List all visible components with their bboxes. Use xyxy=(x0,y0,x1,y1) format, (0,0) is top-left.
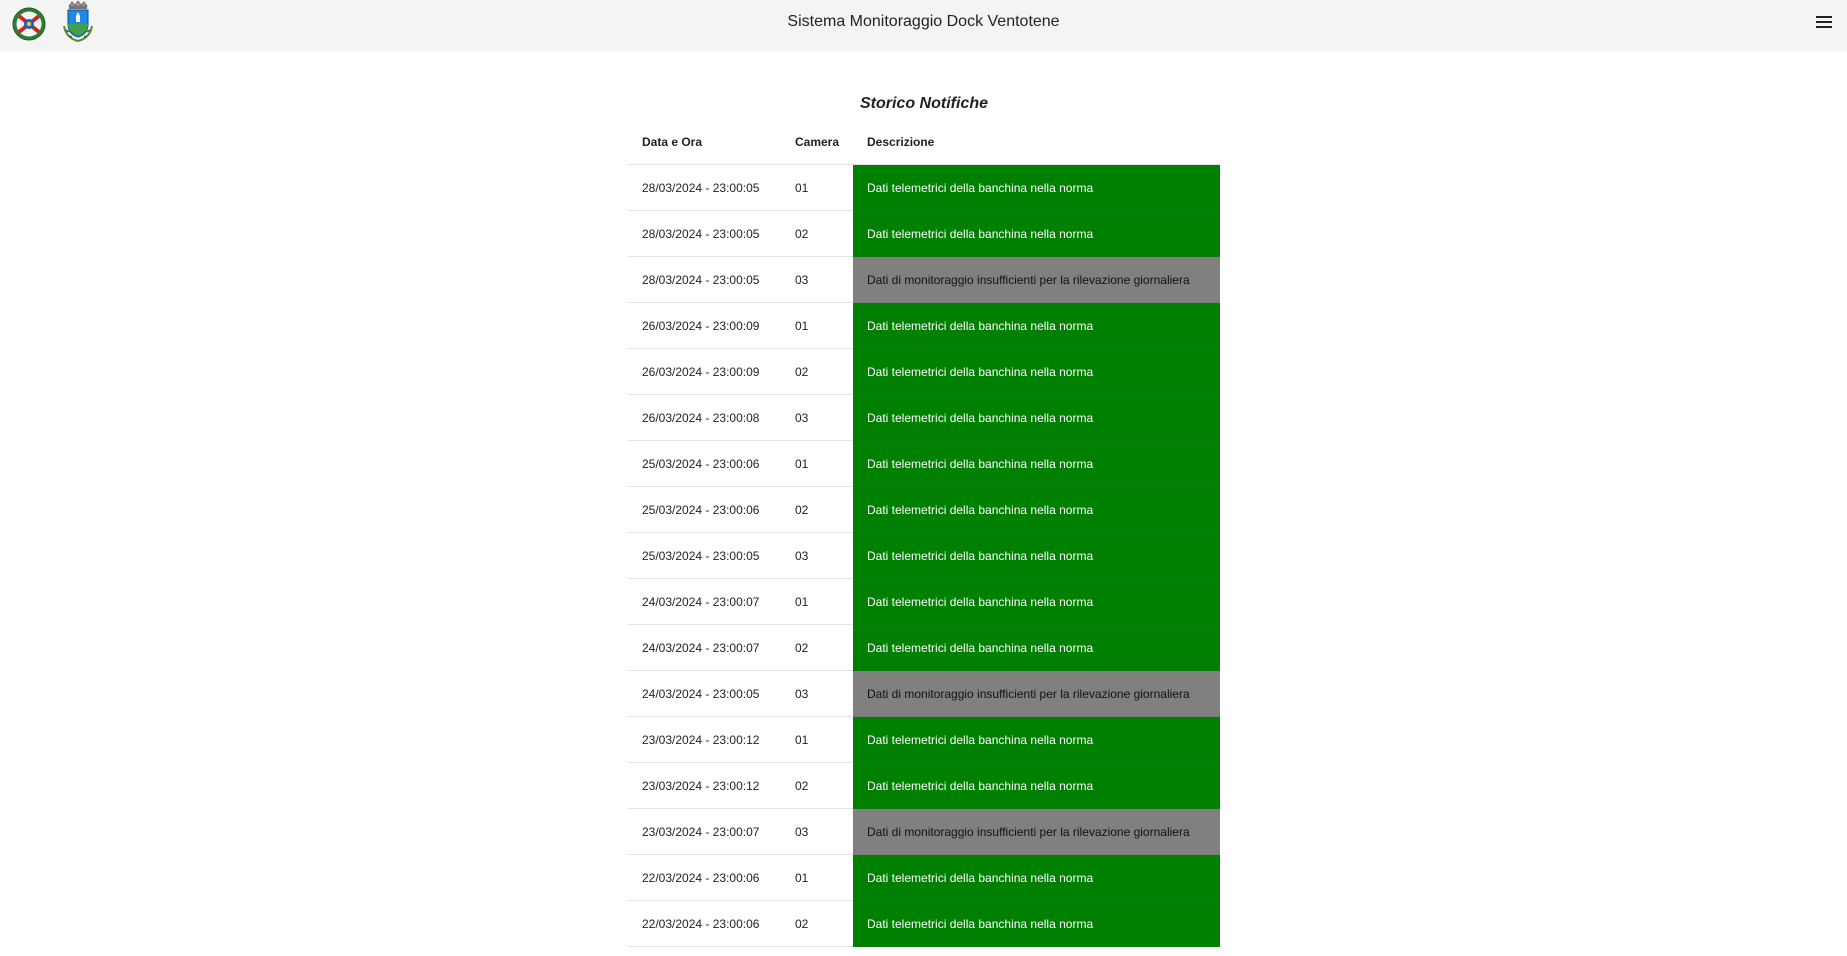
row-camera: 03 xyxy=(781,809,853,855)
row-camera: 01 xyxy=(781,165,853,211)
table-row[interactable] xyxy=(628,349,1220,395)
row-camera: 01 xyxy=(781,441,853,487)
row-datetime: 22/03/2024 - 23:00:06 xyxy=(628,855,781,901)
row-datetime: 24/03/2024 - 23:00:07 xyxy=(628,579,781,625)
table-row[interactable] xyxy=(628,303,1220,349)
row-camera: 02 xyxy=(781,625,853,671)
row-datetime: 23/03/2024 - 23:00:12 xyxy=(628,717,781,763)
row-datetime: 28/03/2024 - 23:00:05 xyxy=(628,211,781,257)
row-datetime: 23/03/2024 - 23:00:12 xyxy=(628,763,781,809)
row-datetime: 28/03/2024 - 23:00:05 xyxy=(628,165,781,211)
table-row[interactable] xyxy=(628,257,1220,303)
row-datetime: 23/03/2024 - 23:00:07 xyxy=(628,809,781,855)
row-datetime: 25/03/2024 - 23:00:05 xyxy=(628,533,781,579)
row-datetime: 25/03/2024 - 23:00:06 xyxy=(628,487,781,533)
table-row[interactable] xyxy=(628,625,1220,671)
status-ok-description: Dati telemetrici della banchina nella norma xyxy=(853,441,1220,487)
table-row[interactable] xyxy=(628,763,1220,809)
table-body xyxy=(628,165,1220,947)
row-camera: 01 xyxy=(781,579,853,625)
status-ok-description: Dati telemetrici della banchina nella norma xyxy=(853,165,1220,211)
status-ok-description: Dati telemetrici della banchina nella norma xyxy=(853,901,1220,947)
row-camera: 03 xyxy=(781,671,853,717)
status-insufficient-description: Dati di monitoraggio insufficienti per la rilevazione giornaliera xyxy=(853,809,1220,855)
hamburger-menu-icon[interactable] xyxy=(1815,13,1833,31)
row-datetime: 26/03/2024 - 23:00:09 xyxy=(628,349,781,395)
status-ok-description: Dati telemetrici della banchina nella norma xyxy=(853,211,1220,257)
row-datetime: 22/03/2024 - 23:00:06 xyxy=(628,901,781,947)
notifications-table xyxy=(628,120,1220,947)
status-ok-description: Dati telemetrici della banchina nella norma xyxy=(853,487,1220,533)
row-camera: 03 xyxy=(781,395,853,441)
app-title: Sistema Monitoraggio Dock Ventotene xyxy=(787,13,1060,30)
table-row[interactable] xyxy=(628,901,1220,947)
table-row[interactable] xyxy=(628,487,1220,533)
column-header-datetime[interactable]: Data e Ora xyxy=(628,120,781,165)
row-camera: 02 xyxy=(781,211,853,257)
table-row[interactable] xyxy=(628,441,1220,487)
status-ok-description: Dati telemetrici della banchina nella norma xyxy=(853,717,1220,763)
row-camera: 02 xyxy=(781,349,853,395)
table-row[interactable] xyxy=(628,855,1220,901)
row-datetime: 25/03/2024 - 23:00:06 xyxy=(628,441,781,487)
table-row[interactable] xyxy=(628,395,1220,441)
row-datetime: 26/03/2024 - 23:00:09 xyxy=(628,303,781,349)
status-ok-description: Dati telemetrici della banchina nella norma xyxy=(853,395,1220,441)
row-camera: 03 xyxy=(781,257,853,303)
row-datetime: 28/03/2024 - 23:00:05 xyxy=(628,257,781,303)
status-ok-description: Dati telemetrici della banchina nella norma xyxy=(853,855,1220,901)
row-camera: 02 xyxy=(781,487,853,533)
row-datetime: 24/03/2024 - 23:00:05 xyxy=(628,671,781,717)
table-header-row xyxy=(628,120,1220,165)
status-ok-description: Dati telemetrici della banchina nella norma xyxy=(853,533,1220,579)
row-camera: 01 xyxy=(781,855,853,901)
status-ok-description: Dati telemetrici della banchina nella norma xyxy=(853,579,1220,625)
row-camera: 01 xyxy=(781,717,853,763)
column-header-description[interactable]: Descrizione xyxy=(853,120,1220,165)
status-insufficient-description: Dati di monitoraggio insufficienti per la rilevazione giornaliera xyxy=(853,671,1220,717)
top-app-bar xyxy=(0,0,1847,50)
table-row[interactable] xyxy=(628,671,1220,717)
status-insufficient-description: Dati di monitoraggio insufficienti per la rilevazione giornaliera xyxy=(853,257,1220,303)
table-row[interactable] xyxy=(628,533,1220,579)
column-header-camera[interactable]: Camera xyxy=(781,120,853,165)
row-datetime: 26/03/2024 - 23:00:08 xyxy=(628,395,781,441)
row-camera: 01 xyxy=(781,303,853,349)
table-row[interactable] xyxy=(628,579,1220,625)
row-camera: 03 xyxy=(781,533,853,579)
status-ok-description: Dati telemetrici della banchina nella norma xyxy=(853,349,1220,395)
section-title: Storico Notifiche xyxy=(859,95,988,112)
notification-history-panel xyxy=(628,92,1220,947)
table-row[interactable] xyxy=(628,717,1220,763)
row-camera: 02 xyxy=(781,901,853,947)
status-ok-description: Dati telemetrici della banchina nella norma xyxy=(853,303,1220,349)
table-row[interactable] xyxy=(628,165,1220,211)
table-row[interactable] xyxy=(628,211,1220,257)
table-row[interactable] xyxy=(628,809,1220,855)
status-ok-description: Dati telemetrici della banchina nella norma xyxy=(853,625,1220,671)
row-camera: 02 xyxy=(781,763,853,809)
row-datetime: 24/03/2024 - 23:00:07 xyxy=(628,625,781,671)
status-ok-description: Dati telemetrici della banchina nella norma xyxy=(853,763,1220,809)
